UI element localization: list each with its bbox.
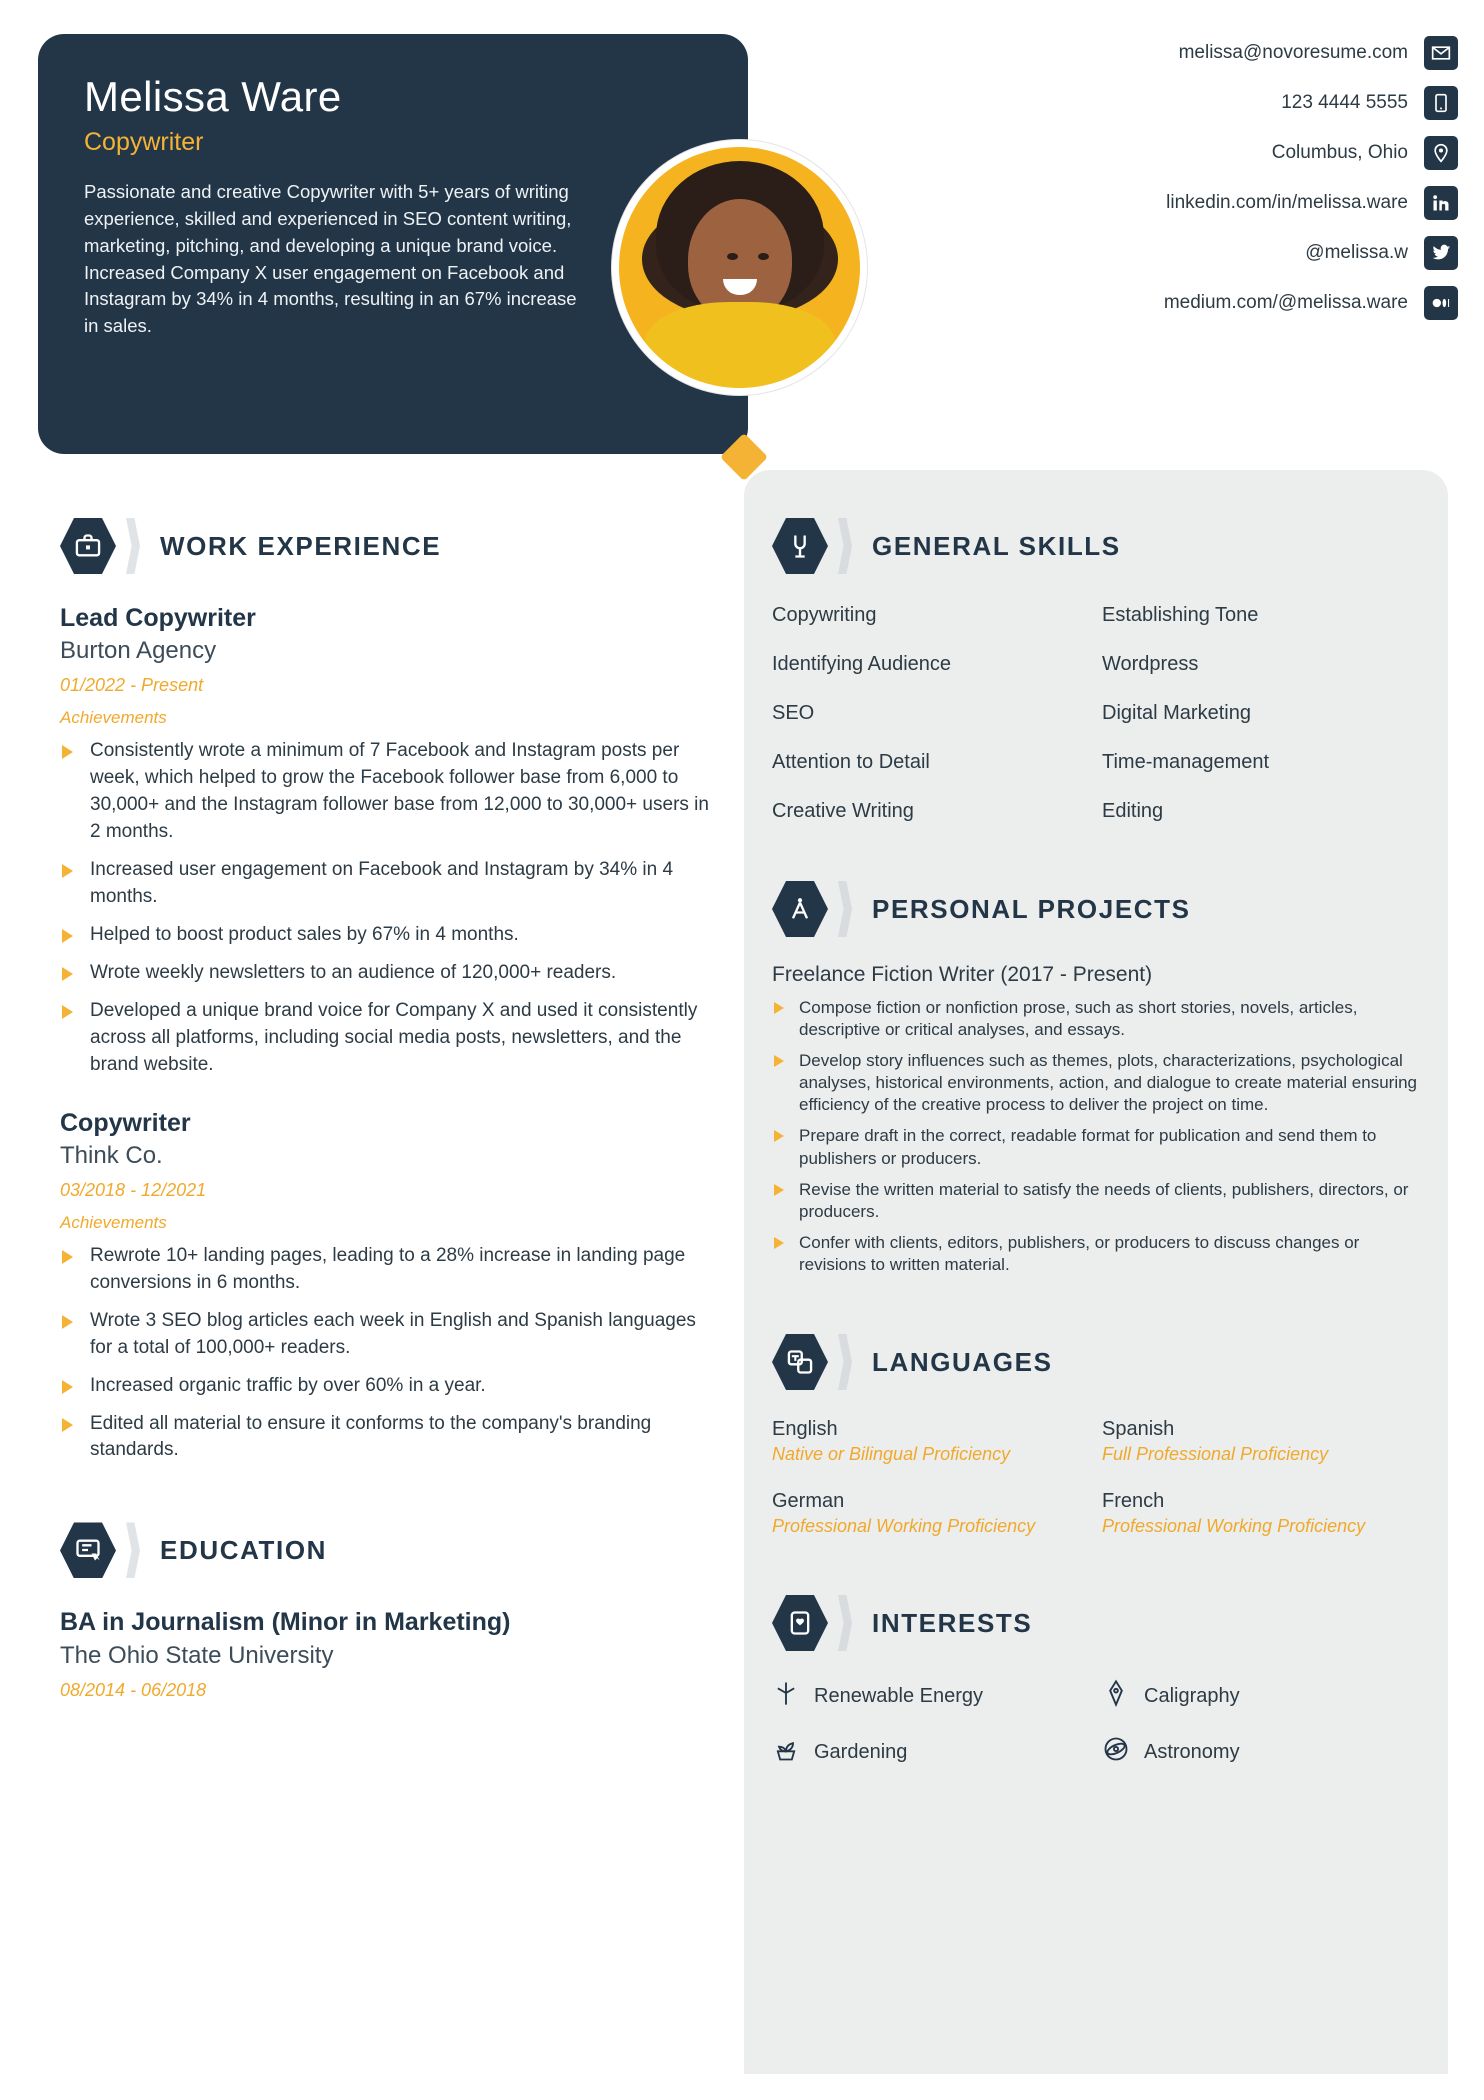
list-item: Develop story influences such as themes, plots, characterizations, psychological analyses, historical environments, action, and dialogue to create material ensuring efficiency of the creative process to deliver the project on time. <box>772 1050 1422 1116</box>
hex-shadow <box>126 1522 140 1578</box>
hex-shadow <box>838 1595 852 1651</box>
skill-item: SEO <box>772 702 815 724</box>
language-level: Native or Bilingual Proficiency <box>772 1444 1011 1465</box>
skill-item: Creative Writing <box>772 800 914 822</box>
project-item <box>772 963 1422 1276</box>
hex-shadow <box>838 1334 852 1390</box>
wind-turbine-icon <box>772 1679 800 1713</box>
language-name: Spanish <box>1102 1418 1175 1441</box>
contact-phone-text: 123 4444 5555 <box>1281 92 1408 113</box>
contact-twitter-text: @melissa.w <box>1305 242 1408 263</box>
work-dates: 01/2022 - Present <box>60 675 204 695</box>
section-header-education <box>60 1522 710 1578</box>
education-degree: BA in Journalism (Minor in Marketing) <box>60 1608 511 1637</box>
interest-label: Astronomy <box>1144 1740 1240 1763</box>
work-item <box>60 604 710 1079</box>
list-item: Confer with clients, editors, publishers, or producers to discuss changes or revisions to written material. <box>772 1232 1422 1276</box>
list-item: Increased organic traffic by over 60% in a year. <box>60 1373 710 1400</box>
section-header-work-experience <box>60 518 710 574</box>
phone-icon <box>1424 86 1458 120</box>
project-bullets <box>772 997 1422 1276</box>
heart-hand-icon <box>772 1595 828 1651</box>
skill-item: Copywriting <box>772 604 877 626</box>
interest-label: Renewable Energy <box>814 1684 983 1707</box>
section-title: WORK EXPERIENCE <box>160 530 442 561</box>
contact-list <box>1098 28 1458 328</box>
achievements-label: Achievements <box>60 1212 167 1232</box>
email-icon <box>1424 36 1458 70</box>
list-item: Developed a unique brand voice for Company X and used it consistently across all platforms, including social media posts, newsletters, and the brand website. <box>60 998 710 1079</box>
language-item <box>1102 1418 1422 1466</box>
interest-label: Caligraphy <box>1144 1684 1240 1707</box>
interest-item <box>1102 1679 1422 1713</box>
language-level: Professional Working Proficiency <box>1102 1515 1366 1536</box>
translate-icon <box>772 1334 828 1390</box>
list-item: Prepare draft in the correct, readable format for publication and send them to publishers or producers. <box>772 1125 1422 1169</box>
contact-item-linkedin[interactable] <box>1098 178 1458 228</box>
contact-location-text: Columbus, Ohio <box>1271 142 1408 163</box>
skill-item: Attention to Detail <box>772 751 930 773</box>
section-header-interests <box>772 1595 1422 1651</box>
skill-item: Establishing Tone <box>1102 604 1259 626</box>
language-item <box>772 1490 1092 1538</box>
language-item <box>772 1418 1092 1466</box>
compass-icon <box>772 881 828 937</box>
work-company: Burton Agency <box>60 637 217 664</box>
skills-icon <box>772 518 828 574</box>
contact-linkedin-text: linkedin.com/in/melissa.ware <box>1166 192 1408 213</box>
achievements-label: Achievements <box>60 708 167 727</box>
contact-item-medium[interactable] <box>1098 278 1458 328</box>
section-title: LANGUAGES <box>872 1346 1053 1377</box>
list-item: Edited all material to ensure it conforms to the company's branding standards. <box>60 1411 710 1465</box>
medium-icon <box>1424 286 1458 320</box>
twitter-icon <box>1424 236 1458 270</box>
work-bullets <box>60 1243 710 1465</box>
contact-item-email[interactable] <box>1098 28 1458 78</box>
interest-item <box>772 1679 1092 1713</box>
right-column <box>772 518 1422 1769</box>
list-item: Helped to boost product sales by 67% in 4 months. <box>60 922 710 949</box>
contact-item-twitter[interactable] <box>1098 228 1458 278</box>
plant-pot-icon <box>772 1735 800 1769</box>
work-bullets <box>60 738 710 1079</box>
location-icon <box>1424 136 1458 170</box>
languages-grid <box>772 1418 1422 1537</box>
language-name: German <box>772 1489 845 1512</box>
avatar-image <box>619 147 860 388</box>
work-dates: 03/2018 - 12/2021 <box>60 1179 207 1200</box>
list-item: Revise the written material to satisfy the needs of clients, publishers, directors, or producers. <box>772 1179 1422 1223</box>
education-dates: 08/2014 - 06/2018 <box>60 1680 207 1701</box>
work-title: Copywriter <box>60 1108 191 1137</box>
interest-item <box>772 1735 1092 1769</box>
briefcase-icon <box>60 518 116 574</box>
project-title: Freelance Fiction Writer (2017 - Present) <box>772 963 1153 986</box>
skill-item: Wordpress <box>1102 653 1199 675</box>
linkedin-icon <box>1424 186 1458 220</box>
language-level: Full Professional Proficiency <box>1102 1444 1329 1465</box>
list-item: Wrote 3 SEO blog articles each week in English and Spanish languages for a total of 100,000+ readers. <box>60 1308 710 1362</box>
skill-item: Editing <box>1102 800 1164 822</box>
hex-shadow <box>838 881 852 937</box>
hex-shadow <box>126 518 140 574</box>
list-item: Compose fiction or nonfiction prose, such as short stories, novels, articles, descriptive or critical analyses, and essays. <box>772 997 1422 1041</box>
skill-item: Time-management <box>1102 751 1270 773</box>
language-level: Professional Working Proficiency <box>772 1515 1036 1536</box>
education-school: The Ohio State University <box>60 1642 334 1670</box>
section-header-general-skills <box>772 518 1422 574</box>
diploma-icon <box>60 1522 116 1578</box>
hex-shadow <box>838 518 852 574</box>
contact-item-phone[interactable] <box>1098 78 1458 128</box>
pen-nib-icon <box>1102 1679 1130 1713</box>
language-name: French <box>1102 1489 1165 1512</box>
work-item <box>60 1109 710 1465</box>
list-item: Wrote weekly newsletters to an audience of 120,000+ readers. <box>60 960 710 987</box>
page-title: Melissa Ware <box>84 73 342 120</box>
interest-item <box>1102 1735 1422 1769</box>
language-item <box>1102 1490 1422 1538</box>
skills-grid <box>772 604 1422 823</box>
list-item: Rewrote 10+ landing pages, leading to a 28% increase in landing page conversions in 6 months. <box>60 1243 710 1297</box>
contact-email-text: melissa@novoresume.com <box>1178 42 1408 63</box>
avatar <box>612 140 867 395</box>
section-header-personal-projects <box>772 881 1422 937</box>
language-name: English <box>772 1418 838 1441</box>
work-title: Lead Copywriter <box>60 604 256 632</box>
list-item: Increased user engagement on Facebook and Instagram by 34% in 4 months. <box>60 857 710 911</box>
job-role-subtitle: Copywriter <box>84 128 204 157</box>
interest-label: Gardening <box>814 1740 908 1763</box>
contact-medium-text: medium.com/@melissa.ware <box>1163 292 1408 313</box>
work-company: Think Co. <box>60 1141 163 1169</box>
section-title: GENERAL SKILLS <box>872 530 1121 561</box>
section-title: PERSONAL PROJECTS <box>872 893 1191 924</box>
list-item: Consistently wrote a minimum of 7 Facebook and Instagram posts per week, which helped to grow the Facebook follower base from 6,000 to 30,000+ and the Instagram follower base from 12,000 to 30,000+ users in 2 months. <box>60 738 710 846</box>
interests-grid <box>772 1679 1422 1769</box>
skill-item: Digital Marketing <box>1102 702 1251 724</box>
profile-summary: Passionate and creative Copywriter with 5+ years of writing experience, skilled and experienced in SEO content writing, marketing, pitching, and developing a unique brand voice. Increased Company X user engagement on Facebook and Instagram by 34% in 4 months, resulting in an 67% increase in sales. <box>84 181 577 337</box>
education-item <box>60 1608 710 1701</box>
galaxy-icon <box>1102 1735 1130 1769</box>
skill-item: Identifying Audience <box>772 653 952 675</box>
left-column <box>60 518 710 1701</box>
section-title: INTERESTS <box>872 1607 1033 1638</box>
contact-item-location[interactable] <box>1098 128 1458 178</box>
section-title: EDUCATION <box>160 1534 328 1565</box>
section-header-languages <box>772 1334 1422 1390</box>
